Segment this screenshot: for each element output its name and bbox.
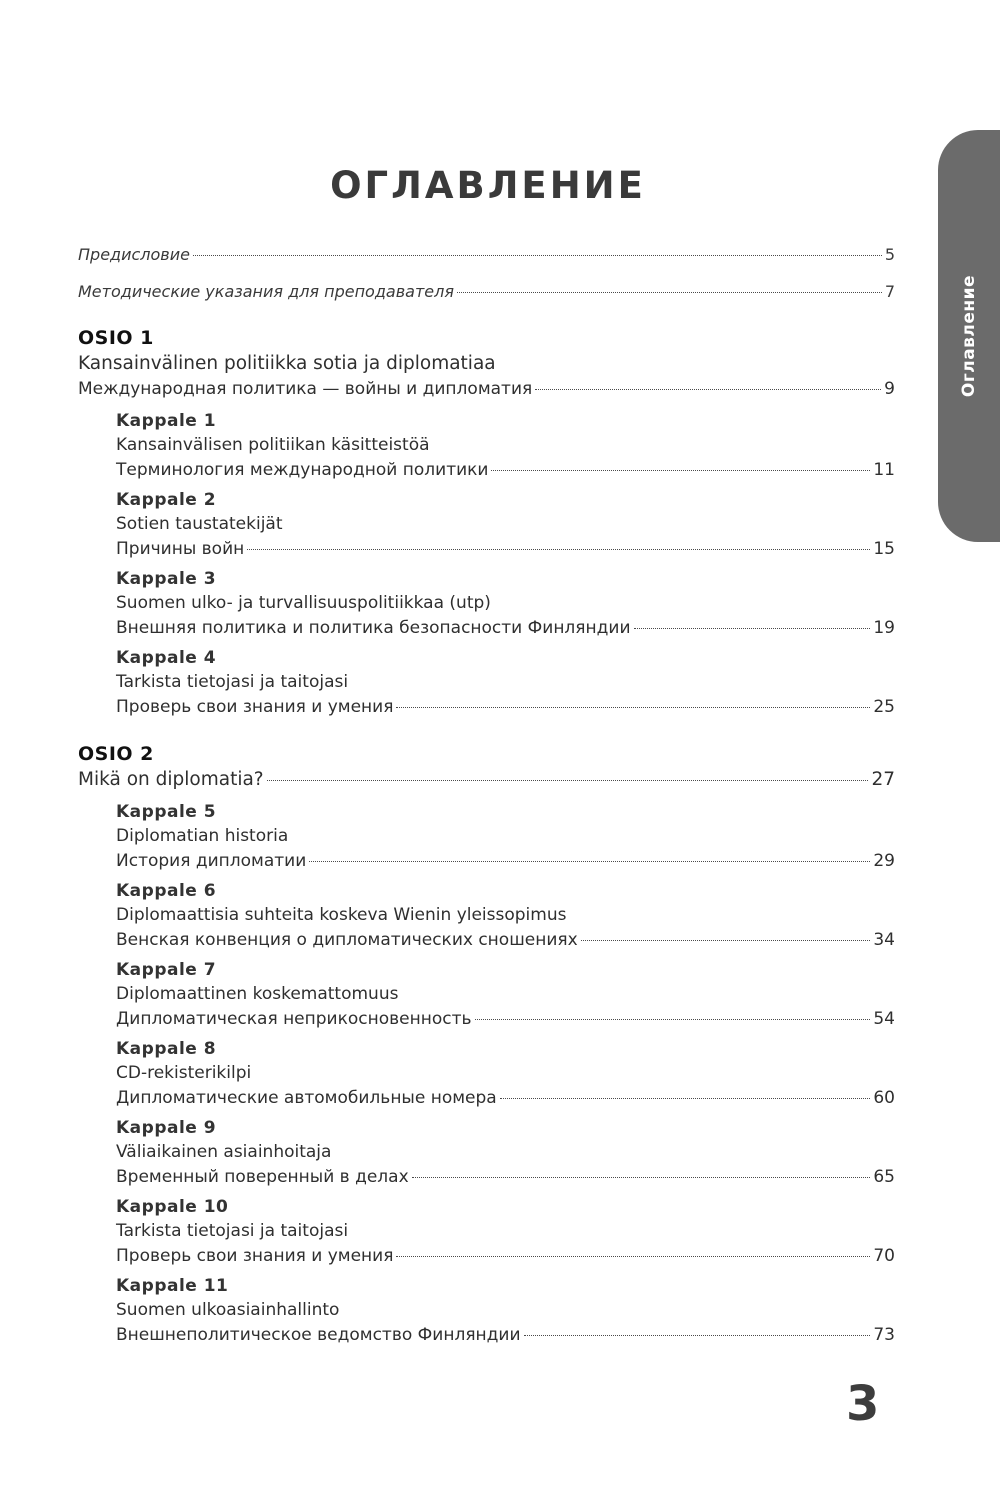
toc-entry-chapter[interactable] — [116, 1086, 895, 1110]
toc-page-number: 60 — [873, 1088, 895, 1108]
dot-leader — [634, 628, 871, 629]
toc-page-number: 9 — [884, 379, 895, 399]
chapter-heading: Kappale 3 — [116, 569, 217, 589]
toc-entry-chapter[interactable] — [116, 458, 895, 482]
toc-entry-chapter[interactable] — [116, 1323, 895, 1347]
toc-page-number: 34 — [873, 930, 895, 950]
chapter-heading: Kappale 4 — [116, 648, 217, 668]
dot-leader — [535, 389, 881, 390]
toc-page-number: 73 — [873, 1325, 895, 1345]
dot-leader — [247, 549, 870, 550]
dot-leader — [396, 707, 870, 708]
chapter-heading: Kappale 8 — [116, 1039, 217, 1059]
toc-entry-text: История дипломатии — [116, 851, 307, 871]
section-heading: OSIO 1 — [78, 327, 154, 349]
toc-entry-chapter[interactable] — [116, 1244, 895, 1268]
dot-leader — [524, 1335, 871, 1336]
toc-entry-chapter[interactable] — [116, 1007, 895, 1031]
toc-entry-text: Предисловие — [78, 245, 190, 264]
toc-page-number: 29 — [873, 851, 895, 871]
chapter-heading: Kappale 1 — [116, 411, 217, 431]
toc-page-number: 27 — [871, 769, 895, 790]
toc-entry-text: Терминология международной политики — [116, 460, 489, 480]
toc-entry-section[interactable] — [78, 768, 895, 792]
page-title: ОГЛАВЛЕНИЕ — [330, 164, 646, 207]
toc-entry-chapter[interactable] — [116, 1165, 895, 1189]
page-number: 3 — [846, 1376, 880, 1432]
dot-leader — [193, 255, 882, 256]
chapter-title-fi: CD-rekisterikilpi — [116, 1063, 252, 1083]
toc-entry-chapter[interactable] — [116, 849, 895, 873]
chapter-heading: Kappale 10 — [116, 1197, 229, 1217]
toc-entry-text: Методические указания для преподавателя — [78, 282, 454, 301]
toc-entry-text: Проверь свои знания и умения — [116, 697, 394, 717]
toc-page-number: 19 — [873, 618, 895, 638]
dot-leader — [457, 292, 882, 293]
toc-entry-text: Дипломатические автомобильные номера — [116, 1088, 497, 1108]
toc-page-number: 7 — [884, 282, 895, 301]
dot-leader — [412, 1177, 871, 1178]
chapter-title-fi: Sotien taustatekijät — [116, 514, 283, 534]
side-tab-label: Оглавление — [959, 274, 979, 398]
toc-page-number: 54 — [873, 1009, 895, 1029]
toc-entry-chapter[interactable] — [116, 695, 895, 719]
toc-page-number: 65 — [873, 1167, 895, 1187]
toc-entry-section[interactable] — [78, 377, 895, 401]
chapter-title-fi: Suomen ulko- ja turvallisuuspolitiikkaa (utp) — [116, 593, 491, 613]
dot-leader — [491, 470, 870, 471]
toc-entry-chapter[interactable] — [116, 616, 895, 640]
toc-entry-chapter[interactable] — [116, 928, 895, 952]
chapter-title-fi: Diplomatian historia — [116, 826, 289, 846]
toc-page-number: 15 — [873, 539, 895, 559]
chapter-heading: Kappale 9 — [116, 1118, 217, 1138]
toc-page-number: 11 — [873, 460, 895, 480]
chapter-title-fi: Väliaikainen asiainhoitaja — [116, 1142, 332, 1162]
dot-leader — [581, 940, 871, 941]
chapter-heading: Kappale 5 — [116, 802, 217, 822]
toc-entry-text: Международная политика — войны и дипломатия — [78, 379, 533, 399]
toc-entry-intro[interactable] — [78, 280, 895, 304]
dot-leader — [500, 1098, 871, 1099]
toc-entry-chapter[interactable] — [116, 537, 895, 561]
dot-leader — [475, 1019, 871, 1020]
chapter-heading: Kappale 6 — [116, 881, 217, 901]
toc-entry-text: Внешняя политика и политика безопасности Финляндии — [116, 618, 631, 638]
chapter-heading: Kappale 7 — [116, 960, 217, 980]
dot-leader — [396, 1256, 870, 1257]
chapter-title-fi: Suomen ulkoasiainhallinto — [116, 1300, 340, 1320]
toc-page-number: 25 — [873, 697, 895, 717]
section-heading: OSIO 2 — [78, 743, 154, 765]
toc-entry-text: Дипломатическая неприкосновенность — [116, 1009, 472, 1029]
toc-entry-text: Внешнеполитическое ведомство Финляндии — [116, 1325, 521, 1345]
chapter-title-fi: Tarkista tietojasi ja taitojasi — [116, 1221, 349, 1241]
toc-entry-text: Временный поверенный в делах — [116, 1167, 409, 1187]
toc-page-number: 5 — [884, 245, 895, 264]
toc-entry-text: Mikä on diplomatia? — [78, 769, 264, 790]
chapter-title-fi: Kansainvälisen politiikan käsitteistöä — [116, 435, 430, 455]
toc-page-number: 70 — [873, 1246, 895, 1266]
dot-leader — [267, 780, 869, 781]
chapter-title-fi: Tarkista tietojasi ja taitojasi — [116, 672, 349, 692]
dot-leader — [309, 861, 870, 862]
chapter-heading: Kappale 11 — [116, 1276, 229, 1296]
toc-entry-text: Причины войн — [116, 539, 245, 559]
toc-entry-text: Проверь свои знания и умения — [116, 1246, 394, 1266]
chapter-heading: Kappale 2 — [116, 490, 217, 510]
chapter-title-fi: Diplomaattinen koskemattomuus — [116, 984, 399, 1004]
section-title-fi: Kansainvälinen politiikka sotia ja diplomatiaa — [78, 353, 496, 374]
chapter-title-fi: Diplomaattisia suhteita koskeva Wienin yleissopimus — [116, 905, 567, 925]
toc-entry-intro[interactable] — [78, 243, 895, 267]
toc-entry-text: Венская конвенция о дипломатических сношениях — [116, 930, 578, 950]
